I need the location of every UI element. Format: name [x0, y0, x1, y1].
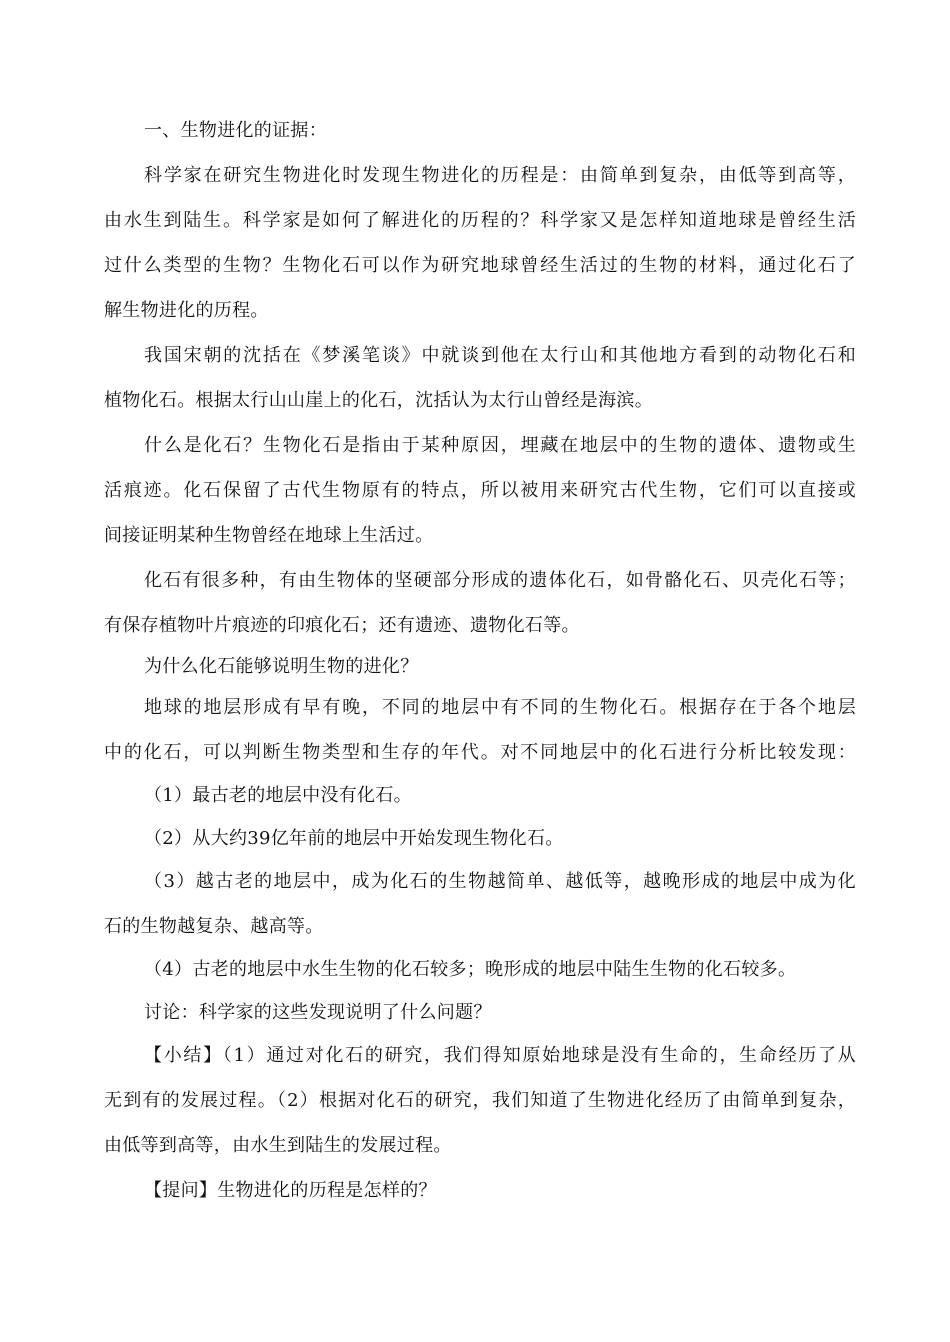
paragraph-line: 有保存植物叶片痕迹的印痕化石；还有遗迹、遗物化石等。 [104, 615, 580, 636]
list-item-continuation: 石的生物越复杂、越高等。 [104, 916, 324, 937]
paragraph-line: 过什么类型的生物？生物化石可以作为研究地球曾经生活过的生物的材料，通过化石了 [104, 255, 856, 276]
question-line: 为什么化石能够说明生物的进化？ [144, 656, 419, 677]
paragraph-line: 地球的地层形成有早有晚，不同的地层中有不同的生物化石。根据存在于各个地层 [144, 697, 856, 718]
paragraph-line: 植物化石。根据太行山山崖上的化石，沈括认为太行山曾经是海滨。 [104, 390, 653, 411]
paragraph-line: 由水生到陆生。科学家是如何了解进化的历程的？科学家又是怎样知道地球是曾经生活 [104, 210, 856, 231]
paragraph-line: 科学家在研究生物进化时发现生物进化的历程是：由简单到复杂，由低等到高等， [144, 165, 856, 186]
summary-line: 无到有的发展过程。（2）根据对化石的研究，我们知道了生物进化经历了由简单到复杂， [104, 1090, 856, 1111]
list-item: （1）最古老的地层中没有化石。 [144, 785, 412, 806]
paragraph-line: 间接证明某种生物曾经在地球上生活过。 [104, 525, 434, 546]
list-item: （3）越古老的地层中，成为化石的生物越简单、越低等，越晚形成的地层中成为化 [144, 871, 856, 892]
paragraph-line: 什么是化石？生物化石是指由于某种原因，埋藏在地层中的生物的遗体、遗物或生 [144, 435, 856, 456]
summary-line: 【小结】（1）通过对化石的研究，我们得知原始地球是没有生命的，生命经历了从 [144, 1045, 856, 1066]
paragraph-line: 化石有很多种，有由生物体的坚硬部分形成的遗体化石，如骨骼化石、贝壳化石等； [144, 570, 856, 591]
section-heading: 一、生物进化的证据： [144, 120, 327, 141]
paragraph-line: 我国宋朝的沈括在《梦溪笔谈》中就谈到他在太行山和其他地方看到的动物化石和 [144, 345, 856, 366]
paragraph-line: 中的化石，可以判断生物类型和生存的年代。对不同地层中的化石进行分析比较发现： [104, 742, 856, 763]
summary-line: 由低等到高等，由水生到陆生的发展过程。 [104, 1135, 452, 1156]
list-item: （2）从大约39亿年前的地层中开始发现生物化石。 [144, 828, 564, 849]
paragraph-line: 解生物进化的历程。 [104, 300, 269, 321]
discussion-line: 讨论：科学家的这些发现说明了什么问题？ [144, 1002, 492, 1023]
list-item: （4）古老的地层中水生生物的化石较多；晚形成的地层中陆生生物的化石较多。 [144, 959, 797, 980]
paragraph-line: 活痕迹。化石保留了古代生物原有的特点，所以被用来研究古代生物，它们可以直接或 [104, 480, 856, 501]
question-line: 【提问】生物进化的历程是怎样的？ [144, 1180, 437, 1201]
